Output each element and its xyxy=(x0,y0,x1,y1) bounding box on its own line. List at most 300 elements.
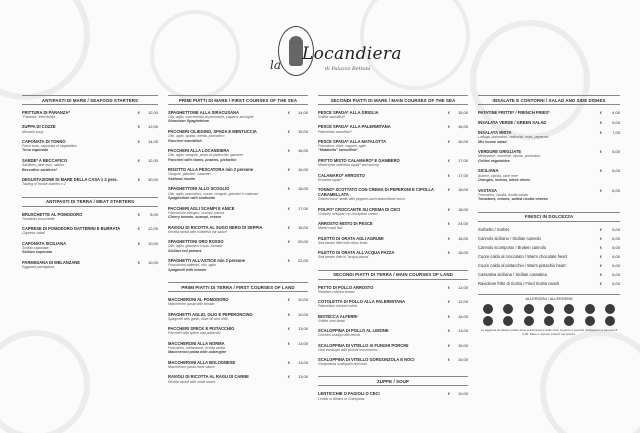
menu-column-1 xyxy=(22,95,158,274)
allergen-icon xyxy=(605,316,615,326)
menu-item-english: Mix house salad xyxy=(478,139,507,144)
menu-item-english: Grilled vegetables xyxy=(478,158,510,163)
menu-item-name: PACCHERI SPECK E PISTACCHIO xyxy=(168,326,235,332)
menu-item xyxy=(168,258,308,272)
menu-item-name: INSALATA MISTA xyxy=(478,130,512,136)
menu-item-description: Palermitan swordfish* xyxy=(318,129,352,134)
euro-icon: € xyxy=(599,187,602,193)
menu-item-name: SCALOPPINA DI VITELLO GORGONZOLA E NOCI xyxy=(318,357,415,362)
menu-item xyxy=(168,148,308,162)
menu-item-price: 12,00 xyxy=(457,284,468,290)
menu-item-name: TONNO* SCOTTATO CON CREMA DI PEPERONI E CIPOLLA CARAMELLATA xyxy=(318,187,434,198)
menu-item xyxy=(22,226,158,235)
menu-item-price: 12,00 xyxy=(147,226,158,232)
allergen-icon xyxy=(503,316,513,326)
euro-icon: € xyxy=(287,167,290,173)
euro-icon: € xyxy=(447,313,450,319)
menu-item-price: 15,00 xyxy=(457,342,468,348)
menu-item-description: Palermitan chicken cutlet xyxy=(318,304,357,309)
euro-icon: € xyxy=(287,340,290,346)
euro-icon: € xyxy=(137,240,140,246)
menu-item-english: Maccheroni pasta with aubergine xyxy=(168,350,227,355)
menu-item-name: MACCHERONI ALLA BOLOGNESE xyxy=(168,359,236,365)
menu-item-english: Siracusan Spaghettone xyxy=(168,119,209,124)
menu-item xyxy=(168,110,308,124)
menu-item-description: Lattuga, pomodoro, radicchio, mais, peperoni xyxy=(478,135,549,140)
menu-item xyxy=(22,158,158,172)
menu-item-english: Sicilian red prawns xyxy=(168,248,202,253)
menu-item-price: 13,00 xyxy=(297,340,308,346)
menu-item-english: Tuna caponata xyxy=(22,148,48,153)
menu-item-price: 16,00 xyxy=(297,224,308,230)
euro-icon: € xyxy=(599,130,602,136)
menu-item-name: SCALOPPINA DI POLLO AL LIMONE xyxy=(318,328,389,334)
menu-item-name: Cannolo scomposto / Broken cannolo xyxy=(478,244,547,250)
menu-item xyxy=(318,139,468,153)
allergen-icon xyxy=(605,304,615,314)
menu-item xyxy=(168,186,308,200)
euro-icon: € xyxy=(447,138,450,144)
menu-item-name: PACCHERI CILIEGINO, SPADA E MENTUCCIA xyxy=(168,129,257,135)
menu-item xyxy=(318,285,468,294)
menu-item xyxy=(22,241,158,255)
menu-item-description: Mixed roast fish xyxy=(318,226,343,231)
menu-item xyxy=(168,360,308,369)
menu-header xyxy=(0,0,640,92)
menu-item-price: 13,00 xyxy=(297,374,308,380)
menu-item-price: 15,00 xyxy=(457,357,468,362)
menu-item xyxy=(22,260,158,269)
menu-item xyxy=(318,158,468,167)
menu-item-description: Mixed fried selection squid* and shrimp xyxy=(318,163,379,168)
logo-name: Locandiera xyxy=(302,44,402,64)
menu-item-price: 10,00 xyxy=(297,297,308,303)
menu-item-name: PACCHERI AGLI SCAMPI E ANICE xyxy=(168,205,235,211)
menu-item xyxy=(168,326,308,335)
menu-item-price: 6,00 xyxy=(612,149,620,155)
logo-prefix: la xyxy=(270,58,281,72)
euro-icon: € xyxy=(447,206,450,212)
euro-icon: € xyxy=(599,168,602,174)
menu-item-price: 5,00 xyxy=(612,120,620,126)
euro-icon: € xyxy=(599,262,602,268)
menu-item-description: Paccheri with speck and pistachio xyxy=(168,331,221,336)
menu-item-name: DEGUSTAZIONE DI MARE DELLA CASA x 2 pers. xyxy=(22,177,118,183)
menu-item xyxy=(478,130,620,144)
menu-item-description: Olio, aglio, spada, menta, pomodoro xyxy=(168,134,225,139)
menu-item-name: PETTO DI POLLO ARROSTO xyxy=(318,284,374,290)
euro-icon: € xyxy=(599,120,602,126)
menu-item xyxy=(478,110,620,115)
menu-item-description: Olio, aglio, pomodoro, cozze, vongole, gamberi e calamari xyxy=(168,191,259,196)
menu-item-name: Sorbetto / Sorbet xyxy=(478,226,509,232)
menu-item-price: 17,00 xyxy=(297,205,308,211)
menu-item-name: Cuore caldo al cioccolato / Warm chocolate heart xyxy=(478,253,568,259)
euro-icon: € xyxy=(137,124,140,130)
menu-item-price: 22,00 xyxy=(297,258,308,264)
menu-item-name: MACCHERONI ALLA NORMA xyxy=(168,340,225,346)
background-swirl xyxy=(0,330,90,433)
menu-item-english: Spaghetti with lobster xyxy=(168,267,207,272)
menu-item-price: 18,00 xyxy=(457,250,468,256)
allergen-icon xyxy=(564,304,574,314)
euro-icon: € xyxy=(137,259,140,265)
menu-item-name: CAPONATA DI TONNO xyxy=(22,138,66,144)
menu-item-name: RAVIOLI DI RICOTTA AL SUGO NERO DI SEPPIA xyxy=(168,224,263,230)
menu-item-price: 14,00 xyxy=(147,138,158,144)
menu-item-price: 30,00 xyxy=(147,177,158,183)
menu-item-description: Pomodoro, olive, capperi, aglio xyxy=(318,144,367,149)
menu-item-english: Cherry tomato, scampi, cream xyxy=(168,215,221,220)
menu-item-description: Olio, aglio, vongole, pesto di pistacchio, gamberi xyxy=(168,153,244,158)
euro-icon: € xyxy=(137,211,140,217)
menu-item xyxy=(22,177,158,186)
menu-item-name: VERDURE GRIGLIATE xyxy=(478,149,522,155)
menu-item xyxy=(318,391,468,400)
menu-item-price: 15,00 xyxy=(297,129,308,135)
section-title: PRIMI PIATTI DI TERRA / FIRST COURSES OF LAND xyxy=(168,282,308,292)
menu-item-price: 17,00 xyxy=(457,172,468,178)
menu-item-name: FILETTO DI ORATA ALL'ACQUA PAZZA xyxy=(318,250,395,256)
menu-item xyxy=(478,263,620,268)
euro-icon: € xyxy=(447,250,450,256)
euro-icon: € xyxy=(447,124,450,130)
euro-icon: € xyxy=(447,391,450,397)
allergen-icon xyxy=(503,304,513,314)
euro-icon: € xyxy=(287,297,290,303)
menu-item-description: Sicilian caponata xyxy=(22,245,49,250)
menu-item xyxy=(478,188,620,202)
euro-icon: € xyxy=(447,235,450,241)
euro-icon: € xyxy=(137,138,140,144)
euro-icon: € xyxy=(447,110,450,115)
menu-item-name: SPAGHETTONE ALLA SIRACUSANA xyxy=(168,110,239,115)
menu-item-description: Olio, aglio, gambero rosso, burrata xyxy=(168,244,222,249)
menu-item xyxy=(318,207,468,216)
euro-icon: € xyxy=(137,158,140,164)
menu-item-description: Seared tuna* steak with peppers and caramelized onion xyxy=(318,197,405,202)
euro-icon: € xyxy=(599,149,602,155)
menu-item xyxy=(168,167,308,181)
menu-item-price: 16,00 xyxy=(457,138,468,144)
menu-item xyxy=(168,239,308,253)
section-title: INSALATE E CONTORNI / SALAD AND SIDE DISHES xyxy=(478,95,620,105)
menu-item-description: Maccheroni pasta with tomato xyxy=(168,302,215,307)
menu-item-price: 12,00 xyxy=(147,158,158,164)
menu-item-price: 20,00 xyxy=(297,239,308,245)
allergen-legend xyxy=(478,294,620,337)
menu-item xyxy=(318,314,468,323)
menu-item-name: VASTASA xyxy=(478,187,497,193)
menu-item xyxy=(318,299,468,308)
menu-item-description: Caprese salad xyxy=(22,231,45,236)
menu-item-description: Pomodoro, melanzane, ricotta salata xyxy=(168,345,226,350)
menu-item-description: Chicken scallop with lemon xyxy=(318,333,361,338)
menu-item-name: LENTICCHIE O FAGIOLI O CECI xyxy=(318,391,380,397)
menu-item xyxy=(478,168,620,182)
allergen-icon xyxy=(564,316,574,326)
menu-item-name: POLPO* CROCCANTE SU CREMA DI CECI xyxy=(318,206,401,212)
menu-item-price: 16,00 xyxy=(457,124,468,130)
menu-item-description: Tasting of house starters x 2 xyxy=(22,182,66,187)
menu-item-english: "Matalotta" swordfish* xyxy=(318,148,358,153)
menu-item-price: 16,00 xyxy=(297,148,308,154)
menu-item-price: 6,00 xyxy=(612,187,620,193)
menu-item-english: Paccheri swordfish xyxy=(168,138,202,143)
menu-item-name: SPAGHETTONI ORO ROSSO xyxy=(168,239,224,245)
euro-icon: € xyxy=(447,172,450,178)
menu-item-description: Maccheroni pasta meat sauce xyxy=(168,365,215,370)
menu-item-description: Olio, aglio, concentrato di pomodoro, capperi, acciughe xyxy=(168,115,254,120)
menu-item xyxy=(318,236,468,245)
euro-icon: € xyxy=(287,326,290,332)
menu-item-description: Tomatoes bruschette xyxy=(22,216,55,221)
menu-item-description: Arance, cipolla, olive nere xyxy=(478,173,519,178)
section-title: ANTIPASTI DI MARE / SEAFOOD STARTERS xyxy=(22,95,158,105)
menu-item-price: 16,00 xyxy=(297,167,308,173)
euro-icon: € xyxy=(137,226,140,232)
allergen-icon-grid xyxy=(478,304,620,326)
euro-icon: € xyxy=(287,258,290,264)
allergen-icon xyxy=(585,304,595,314)
menu-item-name: FRITTURA DI PARANZA* xyxy=(22,110,70,115)
menu-item-price: 15,00 xyxy=(457,110,468,115)
allergen-note: Le aggiunte di ciascun piatto sono a discrezione dello chef. Coperto e servizio obbligatorio a persona € 2,00. Pane e coperto incluso nel prezzo. xyxy=(480,327,618,336)
menu-item-price: 6,00 xyxy=(612,262,620,268)
logo-subtitle: di Palazzo Bettoni xyxy=(325,66,371,72)
menu-item-price: 6,00 xyxy=(612,168,620,174)
menu-item-price: 4,00 xyxy=(612,110,620,115)
menu-item-description: "Paranza" fried fishes xyxy=(22,115,56,120)
menu-item xyxy=(22,110,158,119)
menu-item-price: 13,00 xyxy=(297,359,308,365)
menu-item-name: PARMIGIANA DI MELANZANE xyxy=(22,259,80,265)
menu-item-price: 13,00 xyxy=(297,326,308,332)
menu-item xyxy=(318,343,468,352)
menu-item xyxy=(478,236,620,241)
menu-item-english: Skillwo caponata xyxy=(22,250,52,255)
menu-item-description: Roasted squid* xyxy=(318,177,342,182)
menu-item xyxy=(168,225,308,234)
menu-item-english: Spaghettoni with seafoods xyxy=(168,195,215,200)
menu-item-name: SPAGHETTI ALL'ASTICE min 2 persone xyxy=(168,258,245,264)
menu-item-description: Veal escalope with porcini mushrooms xyxy=(318,347,378,352)
menu-item-price: 6,00 xyxy=(612,271,620,277)
menu-item-name: PACCHERI ALLA LOCANDIERA xyxy=(168,148,230,154)
menu-item-price: 5,00 xyxy=(612,226,620,232)
menu-item xyxy=(22,212,158,221)
menu-item-name: CALAMARO* ARROSTO xyxy=(318,172,365,178)
euro-icon: € xyxy=(137,110,140,115)
menu-item-description: Vongole, gamberi, calamari xyxy=(168,172,211,177)
menu-item-name: PATATINE FRITTE* / FRENCH FRIES* xyxy=(478,110,550,115)
menu-item-name: SARDE* A BECCAFICO xyxy=(22,158,68,164)
menu-item xyxy=(318,124,468,133)
menu-item-price: 18,00 xyxy=(457,235,468,241)
menu-item-price: 7,00 xyxy=(612,130,620,136)
euro-icon: € xyxy=(287,110,290,115)
menu-item xyxy=(478,149,620,163)
menu-item-english: Beccafico sardines* xyxy=(22,167,58,172)
menu-item-name: CAPONATA SICILIANA xyxy=(22,240,67,246)
menu-item-description: Gorgonzola scaloppini and nuts xyxy=(318,362,368,367)
menu-item-description: Eggplant parmigiana xyxy=(22,264,55,269)
menu-item-name: ZUPPA DI COZZE xyxy=(22,124,56,130)
euro-icon: € xyxy=(599,226,602,232)
menu-item-name: Cannolo siciliano / Sicilian cannolo xyxy=(478,235,541,241)
menu-item-name: BISTECCA ALFERRI xyxy=(318,313,358,319)
menu-item-price: 12,00 xyxy=(147,124,158,130)
menu-item-description: Sea bream fillet in "acqua pazza" xyxy=(318,255,370,260)
menu-item-english: Seafood risotto xyxy=(168,176,196,181)
menu-item-price: 10,00 xyxy=(147,240,158,246)
euro-icon: € xyxy=(137,177,140,183)
menu-item-price: 6,00 xyxy=(612,235,620,241)
euro-icon: € xyxy=(447,328,450,334)
menu-item xyxy=(168,206,308,220)
menu-item-name: PESCE SPADA* ALLA GRIGLIA xyxy=(318,110,379,115)
euro-icon: € xyxy=(599,235,602,241)
menu-item-description: Lentils or Beans or Chickpeas xyxy=(318,396,365,401)
menu-item-price: 17,00 xyxy=(457,158,468,164)
menu-item-price: 10,00 xyxy=(297,311,308,317)
euro-icon: € xyxy=(287,374,290,380)
menu-item-price: 14,00 xyxy=(297,110,308,115)
menu-item xyxy=(22,139,158,153)
euro-icon: € xyxy=(447,357,450,362)
menu-item-english: Oranges, onions, black olives xyxy=(478,177,531,182)
euro-icon: € xyxy=(599,244,602,250)
euro-icon: € xyxy=(447,299,450,305)
allergen-icon xyxy=(483,304,493,314)
background-swirl xyxy=(540,330,640,433)
allergen-icon xyxy=(585,316,595,326)
menu-item-price: 8,00 xyxy=(150,211,158,217)
menu-item xyxy=(478,227,620,232)
menu-item-price: 13,00 xyxy=(457,328,468,334)
restaurant-logo xyxy=(262,26,402,90)
menu-item-description: Grilled swordfish* xyxy=(318,115,346,120)
menu-item xyxy=(478,272,620,277)
menu-column-2 xyxy=(168,95,308,389)
euro-icon: € xyxy=(287,359,290,365)
allergen-title: ALLERGENI / ALLERGENS xyxy=(525,296,573,301)
menu-item xyxy=(478,281,620,286)
menu-item-price: 10,00 xyxy=(457,391,468,397)
menu-item xyxy=(478,245,620,250)
menu-column-3 xyxy=(318,95,468,406)
menu-item-description: Grilled veal steak xyxy=(318,318,345,323)
allergen-icon xyxy=(544,304,554,314)
section-title: SECONDI PIATTI DI MARE / MAIN COURSES OF THE SEA xyxy=(318,95,468,105)
menu-item-name: INSALATA VERDE / GREEN SALAD xyxy=(478,120,547,126)
menu-item-price: 18,00 xyxy=(457,206,468,212)
euro-icon: € xyxy=(287,148,290,154)
menu-item xyxy=(318,110,468,119)
logo-figure-icon xyxy=(289,36,303,66)
menu-item xyxy=(318,221,468,230)
menu-item-price: 6,00 xyxy=(612,280,620,286)
section-title: PRIMI PIATTI DI MARE / FIRST COURSES OF THE SEA xyxy=(168,95,308,105)
menu-item-price: 10,00 xyxy=(147,259,158,265)
menu-item-description: Sea bream fillet with citrus fruits xyxy=(318,240,368,245)
allergen-icon xyxy=(524,316,534,326)
euro-icon: € xyxy=(447,187,450,193)
menu-item xyxy=(478,254,620,259)
menu-item-name: PESCE SPADA* ALLA MATALOTTA xyxy=(318,138,387,144)
section-title: ZUPPE / SOUP xyxy=(318,376,468,386)
menu-item-price: 24,00 xyxy=(457,221,468,227)
euro-icon: € xyxy=(287,129,290,135)
menu-item-description: Ricotta ravioli with cuttlefish ink sauce xyxy=(168,229,227,234)
menu-item xyxy=(318,357,468,366)
menu-item-price: 12,00 xyxy=(147,110,158,115)
menu-item-price: 12,00 xyxy=(457,299,468,305)
euro-icon: € xyxy=(287,224,290,230)
euro-icon: € xyxy=(447,342,450,348)
menu-item-name: COTOLETTA DI POLLO ALLA PALERMITANA xyxy=(318,299,406,305)
menu-item-description: Melanzane, zucchine, cipolla, pomodoro xyxy=(478,154,541,159)
menu-item-name: SPAGHETTI AGLIO, OLIO E PEPERONCINO xyxy=(168,311,253,317)
euro-icon: € xyxy=(447,158,450,164)
euro-icon: € xyxy=(599,253,602,259)
menu-item xyxy=(478,120,620,125)
section-title: FINISCI IN DOLCEZZA xyxy=(478,212,620,222)
menu-item-description: Crunchy octopus* on chickpeas cream xyxy=(318,211,378,216)
allergen-icon xyxy=(483,316,493,326)
menu-item-price: 6,00 xyxy=(612,244,620,250)
menu-item-price: 16,00 xyxy=(457,313,468,319)
menu-item-name: Raviolone fritto di ricotta / Fried ricotta ravioli xyxy=(478,280,559,286)
menu-item-description: Pomodorini datterini, olio, aglio xyxy=(168,263,216,268)
section-title: SECONDI PIATTI DI TERRA / MAIN COURSES OF LAND xyxy=(318,270,468,280)
menu-item-price: 18,00 xyxy=(297,186,308,192)
euro-icon: € xyxy=(287,311,290,317)
euro-icon: € xyxy=(599,271,602,277)
menu-item-name: Cuore caldo al pistacchio / Warm pistachio heart xyxy=(478,262,566,268)
menu-item-name: Cassatina siciliana / Sicilian cassatina xyxy=(478,271,547,277)
menu-item-description: Pomodoro, cipolla, ricotta salata xyxy=(478,192,528,197)
menu-item xyxy=(318,173,468,182)
menu-item-name: FRITTO MISTO CALAMARO* E GAMBERO xyxy=(318,158,400,164)
menu-item-english: Tomatoes, onions, salted ricotta cheese xyxy=(478,197,548,202)
euro-icon: € xyxy=(287,205,290,211)
menu-item xyxy=(168,312,308,321)
menu-item xyxy=(318,187,468,202)
menu-item-description: Mussels soup xyxy=(22,129,44,134)
menu-item-price: 18,00 xyxy=(457,187,468,193)
euro-icon: € xyxy=(599,110,602,115)
menu-item-name: SPAGHETTONI ALLO SCOGLIO xyxy=(168,186,230,192)
menu-item xyxy=(168,129,308,143)
euro-icon: € xyxy=(599,280,602,286)
menu-item-name: MACCHERONI AL POMODORO xyxy=(168,297,229,303)
menu-item-description: Sardines, pine nuts, raisins xyxy=(22,163,65,168)
menu-item-name: RISOTTO ALLA PESCATORA min 2 persone xyxy=(168,167,254,173)
menu-item xyxy=(318,328,468,337)
menu-item-description: Pomodorini ciliegino, scampi, panna xyxy=(168,210,225,215)
menu-item-description: Spaghetti with garlic, olive oil and chilli xyxy=(168,316,228,321)
menu-item-name: RAVIOLI DI RICOTTA AL RAGU DI CARNE xyxy=(168,374,249,380)
menu-column-4 xyxy=(478,95,620,336)
menu-item-name: SICILIANA xyxy=(478,168,499,174)
menu-item-name: SCALOPPINA DI VITELLO AI FUNGHI PORCINI xyxy=(318,342,409,348)
euro-icon: € xyxy=(287,239,290,245)
menu-item-name: CAPRESE DI POMODORO DATTERINI E BURRATA xyxy=(22,226,121,232)
section-title: ANTIPASTI DI TERRA / MEAT STARTERS xyxy=(22,197,158,207)
menu-item-description: Roasted chicken breast xyxy=(318,289,355,294)
allergen-icon xyxy=(544,316,554,326)
